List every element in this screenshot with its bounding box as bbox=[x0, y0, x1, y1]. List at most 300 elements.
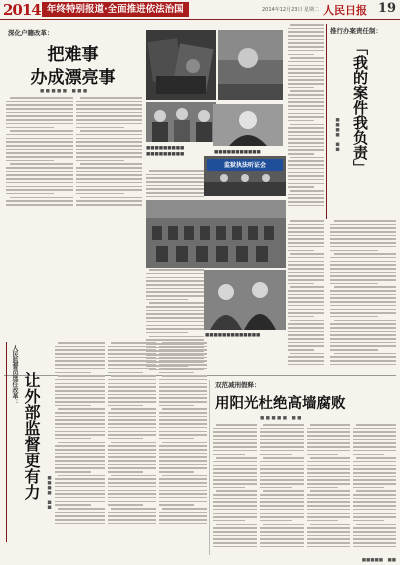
text-line bbox=[307, 431, 350, 433]
text-line bbox=[288, 250, 314, 252]
text-line bbox=[260, 476, 304, 478]
text-line bbox=[307, 479, 350, 481]
text-line bbox=[146, 313, 204, 315]
text-line bbox=[108, 445, 156, 447]
text-line bbox=[330, 309, 396, 311]
text-line bbox=[159, 504, 194, 506]
text-line bbox=[111, 508, 156, 510]
text-line bbox=[290, 286, 324, 288]
text-line bbox=[108, 379, 156, 381]
text-line bbox=[288, 316, 314, 318]
text-line bbox=[288, 312, 324, 314]
text-line bbox=[146, 339, 204, 341]
text-line bbox=[288, 345, 324, 347]
text-line bbox=[108, 427, 156, 429]
text-line bbox=[6, 186, 73, 188]
text-line bbox=[307, 468, 350, 470]
text-line bbox=[55, 379, 105, 381]
text-line bbox=[55, 427, 105, 429]
text-line bbox=[288, 227, 324, 229]
text-line bbox=[108, 383, 156, 385]
text-line bbox=[307, 439, 350, 441]
text-line bbox=[334, 286, 396, 288]
text-line bbox=[213, 509, 257, 511]
text-line bbox=[310, 424, 350, 426]
text-line bbox=[6, 101, 73, 103]
text-line bbox=[55, 349, 105, 351]
text-line bbox=[108, 357, 156, 359]
text-line bbox=[111, 475, 156, 477]
text-line bbox=[307, 461, 350, 463]
text-line bbox=[213, 513, 257, 515]
text-line bbox=[6, 174, 73, 176]
text-line bbox=[55, 460, 105, 462]
photo-caption: ■■■■■■■■■■■ bbox=[214, 150, 261, 155]
text-line bbox=[108, 478, 156, 480]
text-line bbox=[6, 108, 73, 110]
text-line bbox=[290, 190, 324, 192]
article1-kicker: 深化户籍改革： bbox=[8, 29, 54, 37]
text-line bbox=[263, 524, 304, 526]
text-line bbox=[76, 182, 142, 184]
text-line bbox=[310, 490, 350, 492]
text-line bbox=[159, 449, 207, 451]
text-line bbox=[76, 123, 142, 125]
masthead-date: 2014年12月23日 星期二 bbox=[262, 7, 320, 13]
text-line bbox=[213, 494, 257, 496]
text-line bbox=[108, 353, 156, 355]
text-line bbox=[330, 301, 396, 303]
text-line bbox=[290, 253, 324, 255]
text-line bbox=[6, 119, 73, 121]
text-line bbox=[159, 493, 207, 495]
text-line bbox=[162, 442, 207, 444]
text-line bbox=[76, 156, 142, 158]
text-line bbox=[55, 390, 105, 392]
text-line bbox=[288, 246, 324, 248]
text-line bbox=[108, 431, 156, 433]
text-line bbox=[159, 456, 207, 458]
text-line bbox=[76, 134, 142, 136]
text-line bbox=[330, 331, 396, 333]
text-line bbox=[146, 321, 204, 323]
text-line bbox=[76, 119, 142, 121]
text-line bbox=[288, 334, 324, 336]
article4-body bbox=[213, 424, 257, 552]
text-line bbox=[159, 519, 207, 521]
text-line bbox=[108, 515, 156, 517]
text-line bbox=[288, 279, 324, 281]
text-line bbox=[76, 193, 124, 195]
text-line bbox=[353, 446, 396, 448]
text-line bbox=[307, 527, 350, 529]
text-line bbox=[159, 445, 207, 447]
text-line bbox=[146, 177, 204, 179]
text-line bbox=[58, 442, 105, 444]
text-line bbox=[213, 535, 257, 537]
text-line bbox=[356, 524, 396, 526]
text-line bbox=[330, 227, 396, 229]
text-line bbox=[260, 428, 304, 430]
article4-kicker: 双范减刑假释： bbox=[215, 381, 261, 389]
text-line bbox=[330, 268, 396, 270]
text-line bbox=[80, 130, 142, 132]
photo-hearing-hall bbox=[146, 200, 286, 268]
text-line bbox=[159, 478, 207, 480]
text-line bbox=[307, 450, 350, 452]
text-line bbox=[213, 476, 257, 478]
text-line bbox=[288, 54, 314, 56]
text-line bbox=[6, 138, 73, 140]
text-line bbox=[146, 299, 188, 301]
text-line bbox=[76, 186, 142, 188]
text-line bbox=[55, 434, 105, 436]
text-line bbox=[58, 375, 105, 377]
text-line bbox=[330, 261, 396, 263]
text-line bbox=[55, 445, 105, 447]
text-line bbox=[55, 360, 105, 362]
text-line bbox=[353, 431, 396, 433]
text-line bbox=[146, 295, 204, 297]
text-line bbox=[159, 394, 207, 396]
text-line bbox=[288, 46, 324, 48]
text-line bbox=[260, 520, 292, 522]
text-line bbox=[260, 542, 304, 544]
text-line bbox=[288, 116, 324, 118]
text-line bbox=[108, 512, 156, 514]
text-line bbox=[159, 397, 207, 399]
text-line bbox=[108, 438, 143, 440]
article1-headline-line2: 办成漂亮事 bbox=[30, 68, 116, 88]
text-line bbox=[55, 346, 105, 348]
text-line bbox=[10, 197, 73, 199]
text-line bbox=[288, 242, 324, 244]
text-line bbox=[307, 531, 350, 533]
text-line bbox=[55, 493, 105, 495]
text-line bbox=[162, 475, 207, 477]
page-number: 19 bbox=[377, 1, 396, 16]
text-line bbox=[288, 72, 324, 74]
text-line bbox=[288, 120, 314, 122]
text-line bbox=[260, 446, 304, 448]
text-line bbox=[146, 332, 188, 334]
text-line bbox=[353, 487, 384, 489]
text-line bbox=[288, 290, 324, 292]
article3-headline: 让外部监督更有力 bbox=[22, 372, 41, 500]
text-line bbox=[288, 50, 324, 52]
text-line bbox=[159, 464, 207, 466]
article4-body bbox=[307, 424, 350, 552]
text-line bbox=[353, 494, 396, 496]
text-line bbox=[159, 453, 207, 455]
text-line bbox=[288, 42, 324, 44]
text-line bbox=[330, 283, 378, 285]
text-line bbox=[353, 435, 396, 437]
text-line bbox=[330, 238, 396, 240]
text-line bbox=[288, 65, 324, 67]
text-line bbox=[334, 353, 396, 355]
text-line bbox=[288, 364, 324, 366]
article2-headline: 「我的案件我负责」 bbox=[351, 40, 369, 175]
text-line bbox=[330, 275, 396, 277]
text-line bbox=[330, 356, 396, 358]
text-line bbox=[353, 542, 396, 544]
text-line bbox=[146, 188, 204, 190]
text-line bbox=[6, 171, 73, 173]
text-line bbox=[260, 472, 304, 474]
text-line bbox=[288, 305, 324, 307]
text-line bbox=[330, 242, 396, 244]
text-line bbox=[55, 416, 105, 418]
text-line bbox=[55, 453, 105, 455]
text-line bbox=[260, 468, 304, 470]
text-line bbox=[159, 390, 207, 392]
text-line bbox=[288, 268, 324, 270]
text-line bbox=[55, 364, 105, 366]
text-line bbox=[330, 312, 396, 314]
text-line bbox=[55, 519, 105, 521]
text-line bbox=[159, 434, 207, 436]
hearing-banner-text: 监狱执法听证会 bbox=[223, 162, 266, 169]
text-line bbox=[108, 394, 156, 396]
text-line bbox=[213, 531, 257, 533]
text-line bbox=[159, 386, 207, 388]
text-line bbox=[55, 467, 105, 469]
text-line bbox=[307, 509, 350, 511]
article3-body bbox=[159, 342, 207, 542]
text-line bbox=[330, 316, 378, 318]
text-line bbox=[307, 446, 350, 448]
text-line bbox=[310, 457, 350, 459]
text-line bbox=[159, 467, 207, 469]
text-line bbox=[288, 231, 324, 233]
text-line bbox=[6, 112, 73, 114]
text-line bbox=[55, 512, 105, 514]
text-line bbox=[111, 342, 156, 344]
text-line bbox=[288, 342, 324, 344]
text-line bbox=[159, 349, 207, 351]
text-line bbox=[55, 419, 105, 421]
text-line bbox=[6, 104, 73, 106]
text-line bbox=[260, 483, 304, 485]
text-line bbox=[288, 98, 324, 100]
text-line bbox=[290, 90, 324, 92]
text-line bbox=[290, 124, 324, 126]
text-line bbox=[55, 431, 105, 433]
text-line bbox=[288, 39, 324, 41]
text-line bbox=[159, 482, 207, 484]
text-line bbox=[76, 104, 142, 106]
text-line bbox=[307, 454, 338, 456]
text-line bbox=[159, 405, 194, 407]
text-line bbox=[260, 431, 304, 433]
article3-byline: ■■■■ ■■ bbox=[47, 476, 52, 511]
text-line bbox=[288, 113, 324, 115]
text-line bbox=[288, 327, 324, 329]
text-line bbox=[159, 427, 207, 429]
text-line bbox=[76, 149, 142, 151]
text-line bbox=[288, 87, 314, 89]
text-line bbox=[216, 424, 257, 426]
text-line bbox=[307, 483, 350, 485]
text-line bbox=[260, 501, 304, 503]
text-line bbox=[330, 235, 396, 237]
text-line bbox=[330, 297, 396, 299]
text-line bbox=[76, 127, 124, 129]
text-line bbox=[146, 310, 204, 312]
text-line bbox=[55, 486, 105, 488]
article3-body bbox=[108, 342, 156, 542]
text-line bbox=[159, 357, 207, 359]
text-line bbox=[76, 145, 142, 147]
text-line bbox=[213, 487, 245, 489]
text-line bbox=[146, 291, 204, 293]
masthead bbox=[0, 0, 400, 20]
article2-byline: ■■■■ ■■ bbox=[335, 118, 340, 153]
text-line bbox=[159, 523, 207, 525]
text-line bbox=[76, 160, 124, 162]
text-line bbox=[55, 438, 91, 440]
text-line bbox=[55, 515, 105, 517]
text-line bbox=[146, 328, 204, 330]
text-line bbox=[307, 442, 350, 444]
page-footer: ■■■■■ ■■ bbox=[361, 558, 396, 563]
text-line bbox=[149, 302, 204, 304]
text-line bbox=[307, 494, 350, 496]
article4-body bbox=[353, 424, 396, 552]
text-line bbox=[159, 416, 207, 418]
text-line bbox=[213, 538, 257, 540]
text-line bbox=[76, 200, 142, 202]
text-line bbox=[288, 149, 324, 151]
text-line bbox=[108, 490, 156, 492]
text-line bbox=[213, 520, 245, 522]
text-line bbox=[111, 375, 156, 377]
text-line bbox=[330, 246, 396, 248]
text-line bbox=[353, 483, 396, 485]
text-line bbox=[260, 538, 304, 540]
text-line bbox=[108, 386, 156, 388]
text-line bbox=[288, 179, 324, 181]
text-line bbox=[146, 192, 204, 194]
text-line bbox=[307, 516, 350, 518]
text-line bbox=[288, 76, 324, 78]
text-line bbox=[159, 346, 207, 348]
text-line bbox=[108, 368, 156, 370]
text-line bbox=[307, 505, 350, 507]
text-line bbox=[6, 123, 73, 125]
text-line bbox=[149, 269, 204, 271]
text-line bbox=[330, 290, 396, 292]
text-line bbox=[353, 454, 384, 456]
text-line bbox=[213, 498, 257, 500]
text-line bbox=[213, 442, 257, 444]
text-line bbox=[6, 127, 54, 129]
text-line bbox=[288, 109, 324, 111]
text-line bbox=[260, 494, 304, 496]
text-line bbox=[260, 450, 304, 452]
text-line bbox=[307, 498, 350, 500]
text-line bbox=[108, 486, 156, 488]
text-line bbox=[290, 24, 324, 26]
text-line bbox=[76, 138, 142, 140]
text-line bbox=[330, 345, 396, 347]
text-line bbox=[353, 476, 396, 478]
text-line bbox=[76, 108, 142, 110]
text-line bbox=[6, 160, 54, 162]
text-line bbox=[330, 224, 396, 226]
text-line bbox=[159, 401, 207, 403]
text-line bbox=[213, 450, 257, 452]
text-line bbox=[76, 141, 142, 143]
text-line bbox=[108, 390, 156, 392]
article4-headline: 用阳光杜绝高墙腐败 bbox=[215, 395, 346, 412]
text-line bbox=[288, 297, 324, 299]
text-line bbox=[288, 135, 324, 137]
text-line bbox=[58, 342, 105, 344]
text-line bbox=[353, 461, 396, 463]
text-line bbox=[288, 205, 324, 207]
text-line bbox=[213, 465, 257, 467]
text-line bbox=[290, 220, 324, 222]
text-line bbox=[159, 431, 207, 433]
text-line bbox=[55, 523, 105, 525]
text-line bbox=[260, 487, 292, 489]
text-line bbox=[159, 412, 207, 414]
text-line bbox=[288, 127, 324, 129]
text-line bbox=[288, 272, 324, 274]
text-line bbox=[6, 167, 73, 169]
photo-prison-hearing bbox=[204, 156, 286, 196]
photo-people-meeting bbox=[204, 270, 286, 330]
text-line bbox=[330, 250, 378, 252]
text-line bbox=[288, 194, 324, 196]
text-line bbox=[288, 301, 324, 303]
text-line bbox=[76, 171, 142, 173]
masthead-year: 2014 bbox=[3, 1, 41, 19]
text-line bbox=[353, 538, 396, 540]
text-line bbox=[149, 170, 204, 172]
text-line bbox=[213, 454, 245, 456]
text-line bbox=[290, 320, 324, 322]
text-line bbox=[288, 83, 324, 85]
article1-body bbox=[6, 97, 73, 305]
text-line bbox=[55, 464, 105, 466]
text-line bbox=[108, 493, 156, 495]
text-line bbox=[213, 542, 257, 544]
text-line bbox=[149, 336, 204, 338]
text-line bbox=[353, 465, 396, 467]
text-line bbox=[55, 386, 105, 388]
text-line bbox=[260, 439, 304, 441]
text-line bbox=[146, 185, 204, 187]
text-line bbox=[6, 193, 54, 195]
text-line bbox=[353, 535, 396, 537]
text-line bbox=[159, 379, 207, 381]
text-line bbox=[108, 405, 143, 407]
text-line bbox=[260, 465, 304, 467]
text-line bbox=[80, 163, 142, 165]
text-line bbox=[307, 465, 350, 467]
text-line bbox=[334, 320, 396, 322]
text-line bbox=[290, 353, 324, 355]
text-line bbox=[288, 224, 324, 226]
text-line bbox=[213, 435, 257, 437]
text-line bbox=[159, 419, 207, 421]
text-line bbox=[55, 372, 91, 374]
text-line bbox=[213, 439, 257, 441]
text-line bbox=[307, 476, 350, 478]
